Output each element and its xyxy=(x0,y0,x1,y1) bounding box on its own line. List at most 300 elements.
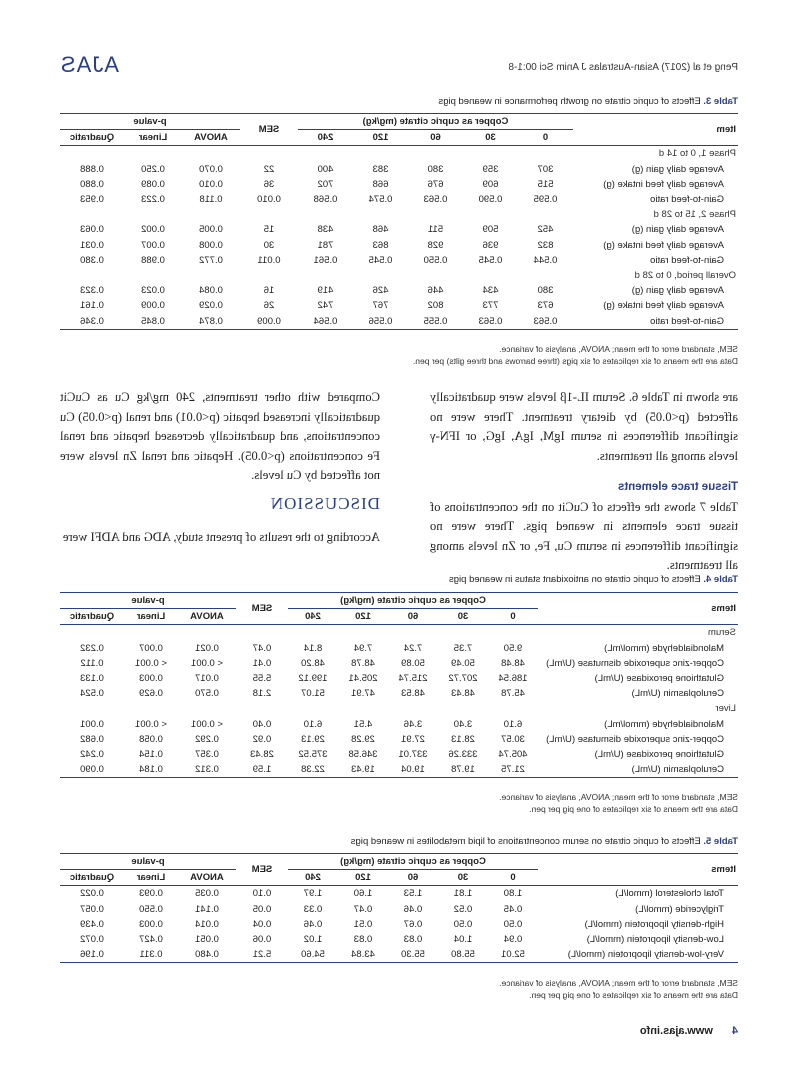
page-footer xyxy=(640,1025,738,1037)
section-label: Liver xyxy=(715,703,736,715)
table-cell: 0.312 xyxy=(195,764,219,776)
row-label: Average daily feed intake (g) xyxy=(603,239,724,251)
body-column-right xyxy=(60,388,380,486)
table-row xyxy=(60,947,738,963)
table-cell: 0.023 xyxy=(141,285,165,297)
table-cell: 0.084 xyxy=(199,285,223,297)
table-cell: 668 xyxy=(372,178,389,190)
section-label: Overall period, 0 to 28 d xyxy=(634,270,736,282)
table-cell: 0.250 xyxy=(141,163,165,175)
table-cell: 0.093 xyxy=(139,888,163,900)
table-cell: 48.78 xyxy=(351,657,375,669)
table-row xyxy=(60,162,738,177)
table-cell: 0.118 xyxy=(199,194,223,206)
table-cell: 380 xyxy=(537,285,554,297)
table-5-pvalue-group-header: p-value xyxy=(60,854,236,870)
table-cell: 400 xyxy=(317,163,334,175)
table-cell: 4.51 xyxy=(353,718,373,730)
table-row xyxy=(60,283,738,298)
table-4-body xyxy=(60,625,738,778)
table-cell: 676 xyxy=(427,178,444,190)
row-label: Gain-to-feed ratio xyxy=(650,315,724,327)
table-cell: 0.133 xyxy=(80,673,104,685)
table-cell: 0.52 xyxy=(453,903,473,915)
row-label: Very-low-density lipoprotein (mmol/L) xyxy=(567,949,724,961)
table-row xyxy=(60,177,738,192)
table-cell: 52.01 xyxy=(501,949,525,961)
row-label: Total cholesterol (mmol/L) xyxy=(615,888,724,900)
table-cell: 54.60 xyxy=(301,949,325,961)
table-cell: 29.13 xyxy=(301,733,325,745)
table-cell: 0.003 xyxy=(139,918,163,930)
table-cell: < 0.001 xyxy=(135,657,167,669)
table-row xyxy=(60,222,738,237)
table-cell: 48.48 xyxy=(501,657,525,669)
table-4-footnotes xyxy=(499,791,738,815)
table-cell: 0.063 xyxy=(80,224,104,236)
table-cell: 0.524 xyxy=(80,688,104,700)
table-3-anova-header: ANOVA xyxy=(194,132,228,144)
table-cell: 6.10 xyxy=(503,718,523,730)
table-cell: 0.50 xyxy=(453,918,473,930)
table-cell: 446 xyxy=(427,285,444,297)
table-cell: 0.010 xyxy=(199,178,223,190)
table-5-quadratic-header: Quadratic xyxy=(69,872,115,884)
table-cell: 0.112 xyxy=(80,657,104,669)
table-cell: 0.83 xyxy=(403,934,423,946)
table-cell: 7.35 xyxy=(453,642,473,654)
table-cell: 405.74 xyxy=(498,749,528,761)
table-3-level-header: 120 xyxy=(372,132,389,144)
table-cell: 15 xyxy=(263,224,275,236)
table-cell: 0.33 xyxy=(303,903,323,915)
table-cell: 0.141 xyxy=(195,903,219,915)
row-label: Gain-to-feed ratio xyxy=(650,194,724,206)
table-cell: 0.41 xyxy=(252,657,272,669)
table-cell: 0.480 xyxy=(195,949,219,961)
row-label: Average daily gain (g) xyxy=(631,163,724,175)
table-cell: 773 xyxy=(482,300,499,312)
table-5-label: Table 5. xyxy=(703,836,738,847)
table-cell: 0.40 xyxy=(252,718,272,730)
table-3-sem-header: SEM xyxy=(258,124,280,136)
table-cell: 55.80 xyxy=(451,949,475,961)
table-cell: 832 xyxy=(537,239,554,251)
row-label: Triglyceride (mmol/L) xyxy=(635,903,724,915)
table-cell: 509 xyxy=(482,224,499,236)
table-cell: 359 xyxy=(482,163,499,175)
row-label: Low-density lipoprotein (mmol/L) xyxy=(586,934,724,946)
table-5-level-header: 30 xyxy=(457,872,469,884)
table-cell: 8.14 xyxy=(303,642,323,654)
table-5-level-header: 60 xyxy=(407,872,419,884)
table-3-level-header: 30 xyxy=(485,132,496,144)
table-row xyxy=(60,902,738,917)
table-cell: 1.80 xyxy=(503,888,523,900)
table-cell: 1.04 xyxy=(453,934,473,946)
table-5-sem-header: SEM xyxy=(251,864,273,876)
row-label: Average daily gain (g) xyxy=(631,285,724,297)
journal-site-link[interactable]: www.ajas.info xyxy=(639,1025,713,1037)
table-cell: 307 xyxy=(537,163,554,175)
table-cell: 43.84 xyxy=(351,949,375,961)
table-4-copper-group-header: Copper as cupric citrate (mg/kg) xyxy=(288,593,538,609)
table-3-level-header: 60 xyxy=(430,132,441,144)
table-3-footnote: Data are the means of six replicates of six pigs (three barrows and three gilts) per pen. xyxy=(412,356,738,366)
table-cell: 0.057 xyxy=(80,903,104,915)
table-cell: 9.50 xyxy=(503,642,523,654)
table-cell: 0.196 xyxy=(80,949,104,961)
table-cell: 0.007 xyxy=(139,642,163,654)
table-cell: 863 xyxy=(372,239,389,251)
table-cell: 333.26 xyxy=(448,749,478,761)
table-cell: 0.563 xyxy=(533,315,558,327)
table-cell: 702 xyxy=(317,178,334,190)
table-cell: 1.59 xyxy=(252,764,272,776)
row-label: Average daily feed intake (g) xyxy=(603,300,724,312)
table-row xyxy=(60,656,738,671)
table-cell: 515 xyxy=(537,178,554,190)
tissue-trace-elements-heading: Tissue trace elements xyxy=(618,481,738,493)
table-cell: 767 xyxy=(372,300,389,312)
table-5-copper-group-header: Copper as cupric citrate (mg/kg) xyxy=(288,854,538,870)
table-4-label: Table 4. xyxy=(703,574,738,585)
table-row xyxy=(60,298,738,313)
table-cell: 781 xyxy=(317,239,334,251)
table-section-row xyxy=(60,625,738,641)
table-cell: 0.051 xyxy=(195,934,219,946)
table-4-footnote: SEM, standard error of the mean; ANOVA, analysis of variance. xyxy=(499,792,738,802)
table-cell: 375.52 xyxy=(298,749,328,761)
table-cell: 48.53 xyxy=(401,688,425,700)
table-cell: 36 xyxy=(263,178,275,190)
table-cell: 0.563 xyxy=(423,194,448,206)
table-row xyxy=(60,762,738,778)
table-cell: 0.001 xyxy=(80,718,104,730)
table-cell: 0.223 xyxy=(141,194,165,206)
table-4-level-header: 60 xyxy=(407,611,419,623)
table-cell: 0.570 xyxy=(195,688,219,700)
table-row xyxy=(60,717,738,732)
row-label: Glutathione peroxidase (U/mL) xyxy=(594,673,724,685)
table-cell: 1.97 xyxy=(303,888,323,900)
table-4-sem-header: SEM xyxy=(251,603,273,615)
section-label: Phase 2, 15 to 28 d xyxy=(653,209,736,221)
table-cell: 0.031 xyxy=(80,239,104,251)
table-cell: 0.154 xyxy=(139,749,163,761)
table-cell: 0.003 xyxy=(139,673,163,685)
table-cell: < 0.001 xyxy=(191,718,223,730)
table-3-caption xyxy=(438,96,738,107)
table-5-anova-header: ANOVA xyxy=(190,872,224,884)
table-cell: 0.555 xyxy=(423,315,448,327)
table-cell: 7.24 xyxy=(403,642,423,654)
table-4-level-header: 30 xyxy=(457,611,469,623)
table-cell: 3.40 xyxy=(453,718,473,730)
table-section-row xyxy=(60,268,738,283)
table-cell: 0.46 xyxy=(303,918,323,930)
table-cell: 0.089 xyxy=(141,178,165,190)
table-cell: 0.014 xyxy=(195,918,219,930)
table-cell: 0.010 xyxy=(257,194,281,206)
table-cell: 0.058 xyxy=(139,733,163,745)
table-cell: 0.007 xyxy=(141,239,165,251)
table-3-level-header: 240 xyxy=(317,132,334,144)
table-cell: 0.772 xyxy=(199,254,223,266)
table-cell: 0.005 xyxy=(199,224,223,236)
table-4-linear-header: Linear xyxy=(136,611,166,623)
table-cell: < 0.001 xyxy=(191,657,223,669)
row-label: Average daily feed intake (g) xyxy=(603,178,724,190)
table-cell: 0.10 xyxy=(252,888,272,900)
journal-logo: AJAS xyxy=(60,52,120,77)
table-cell: 0.011 xyxy=(257,254,281,266)
table-cell: 438 xyxy=(317,224,334,236)
table-cell: 0.009 xyxy=(141,300,165,312)
table-cell: 0.009 xyxy=(257,315,281,327)
table-cell: 0.029 xyxy=(199,300,223,312)
table-cell: 1.02 xyxy=(303,934,323,946)
table-cell: 0.595 xyxy=(533,194,558,206)
table-cell: 0.94 xyxy=(503,934,523,946)
table-cell: 45.78 xyxy=(501,688,525,700)
table-cell: 468 xyxy=(372,224,389,236)
table-cell: 337.01 xyxy=(398,749,428,761)
table-cell: 22 xyxy=(263,163,275,175)
table-cell: 0.380 xyxy=(80,254,104,266)
table-row xyxy=(60,314,738,330)
table-4-level-header: 0 xyxy=(510,611,516,623)
table-cell: 802 xyxy=(427,300,444,312)
table-cell: 0.556 xyxy=(368,315,393,327)
table-cell: 22.38 xyxy=(301,764,325,776)
table-cell: 0.06 xyxy=(252,934,272,946)
table-cell: 26 xyxy=(263,300,275,312)
table-cell: 7.94 xyxy=(353,642,373,654)
table-cell: 419 xyxy=(317,285,334,297)
table-3 xyxy=(60,113,738,330)
table-cell: 0.439 xyxy=(80,918,104,930)
table-row xyxy=(60,253,738,268)
table-cell: 383 xyxy=(372,163,389,175)
table-4-item-header: Items xyxy=(711,603,736,615)
table-4-anova-header: ANOVA xyxy=(190,611,224,623)
table-cell: 434 xyxy=(482,285,499,297)
table-3-level-header: 0 xyxy=(542,132,549,144)
table-cell: 0.880 xyxy=(80,178,104,190)
table-cell: 0.590 xyxy=(478,194,503,206)
table-cell: 19.04 xyxy=(401,764,425,776)
row-label: Malondialdehyde (mmol/mL) xyxy=(604,718,724,730)
table-cell: 0.545 xyxy=(368,254,393,266)
table-cell: 0.346 xyxy=(80,315,104,327)
table-cell: 47.91 xyxy=(351,688,375,700)
table-row xyxy=(60,671,738,686)
table-cell: 0.292 xyxy=(195,733,219,745)
table-cell: 0.070 xyxy=(199,163,223,175)
table-cell: 452 xyxy=(537,224,554,236)
table-5 xyxy=(60,853,738,963)
table-section-row xyxy=(60,207,738,222)
table-4-quadratic-header: Quadratic xyxy=(69,611,115,623)
body-paragraph: Compared with other treatments, 240 mg/kg Cu as CuCit quadratically increased hepatic (p<0.01) and renal (p<0.05) Cu concentrations, and quadratically decreased hepatic and renal Fe concentrations (p<0.05). Hepatic and renal Zn levels were not affected by Cu levels. xyxy=(60,390,380,482)
table-cell: 0.008 xyxy=(199,239,223,251)
table-cell: 673 xyxy=(537,300,554,312)
running-header-citation: Peng et al (2017) Asian-Australas J Anim Sci 00:1-8 xyxy=(508,62,738,73)
table-cell: 6.10 xyxy=(303,718,323,730)
table-5-footnotes xyxy=(499,977,738,1001)
table-4-pvalue-group-header: p-value xyxy=(60,593,236,609)
table-cell: 207.72 xyxy=(448,673,478,685)
section-label: Serum xyxy=(708,627,736,639)
table-cell: 0.072 xyxy=(80,934,104,946)
table-cell: 28.43 xyxy=(250,749,274,761)
table-cell: 30.57 xyxy=(501,733,525,745)
table-cell: 2.18 xyxy=(252,688,272,700)
table-cell: 48.20 xyxy=(301,657,325,669)
table-3-item-header: Item xyxy=(716,124,736,136)
table-cell: 0.184 xyxy=(139,764,163,776)
table-cell: 205.41 xyxy=(348,673,378,685)
table-cell: 0.92 xyxy=(252,733,272,745)
table-cell: 0.242 xyxy=(80,749,104,761)
table-cell: 50.89 xyxy=(401,657,425,669)
table-3-quadratic-header: Quadratic xyxy=(69,132,115,144)
table-3-linear-header: Linear xyxy=(138,132,168,144)
row-label: Copper-zinc superoxide dismutase (U/mL) xyxy=(546,657,724,669)
table-cell: 0.629 xyxy=(139,688,163,700)
table-3-body xyxy=(60,146,738,329)
table-5-title: Effects of cupric citrate on serum concentrations of lipid metabolites in weaned pigs xyxy=(350,836,701,847)
table-cell: 186.54 xyxy=(498,673,528,685)
table-cell: 28.13 xyxy=(451,733,475,745)
table-cell: 0.05 xyxy=(252,903,272,915)
table-row xyxy=(60,732,738,747)
table-3-copper-group-header: Copper as cupric citrate (mg/kg) xyxy=(298,114,573,130)
table-3-pvalue-group-header: p-value xyxy=(60,114,240,130)
table-4-level-header: 240 xyxy=(305,611,321,623)
table-cell: 0.51 xyxy=(353,918,373,930)
table-cell: 21.75 xyxy=(501,764,525,776)
table-cell: 0.550 xyxy=(423,254,448,266)
table-cell: 199.12 xyxy=(298,673,328,685)
row-label: Ceruloplasmin (U/mL) xyxy=(631,764,724,776)
row-label: Copper-zinc superoxide dismutase (U/mL) xyxy=(546,733,724,745)
table-3-footnote: SEM, standard error of the mean; ANOVA, analysis of variance. xyxy=(499,344,738,354)
table-cell: 742 xyxy=(317,300,334,312)
table-4 xyxy=(60,592,738,778)
table-cell: 0.47 xyxy=(353,903,373,915)
table-cell: 0.161 xyxy=(80,300,104,312)
table-cell: 0.564 xyxy=(313,315,338,327)
table-cell: 0.04 xyxy=(252,918,272,930)
table-cell: 16 xyxy=(263,285,275,297)
table-cell: 0.574 xyxy=(368,194,393,206)
table-5-body xyxy=(60,886,738,963)
table-cell: 0.545 xyxy=(478,254,503,266)
row-label: Gain-to-feed ratio xyxy=(650,254,724,266)
table-cell: 511 xyxy=(427,224,444,236)
table-row xyxy=(60,917,738,932)
discussion-heading: DISCUSSION xyxy=(269,494,380,513)
table-cell: 0.021 xyxy=(195,642,219,654)
table-3-footnotes xyxy=(413,343,738,367)
body-paragraph: Table 7 shows the effects of CuCit on the concentrations of tissue trace elements in weaned pigs. There were no significant differences in serum Cu, Fe, or Zn levels among all treatments. xyxy=(430,499,738,572)
table-cell: 0.953 xyxy=(80,194,104,206)
table-5-level-header: 120 xyxy=(355,872,371,884)
table-cell: 609 xyxy=(482,178,499,190)
table-cell: 0.323 xyxy=(80,285,104,297)
table-cell: 936 xyxy=(482,239,499,251)
table-cell: 19.43 xyxy=(351,764,375,776)
table-cell: 0.090 xyxy=(80,764,104,776)
table-cell: 346.58 xyxy=(348,749,378,761)
table-cell: 0.544 xyxy=(533,254,558,266)
table-cell: 0.45 xyxy=(503,903,523,915)
table-section-row xyxy=(60,146,738,162)
body-column-left xyxy=(430,388,738,576)
table-section-row xyxy=(60,701,738,716)
table-cell: 51.07 xyxy=(301,688,325,700)
table-5-level-header: 0 xyxy=(510,872,516,884)
table-cell: 0.568 xyxy=(313,194,338,206)
body-paragraph: are shown in Table 6. Serum IL-1β levels were quadratically affected (p<0.05) by dietary treatment. There were no significant differences in serum IgM, IgA, IgG, or IFN-γ levels among all treatments. xyxy=(430,390,738,463)
table-cell: 0.682 xyxy=(80,733,104,745)
table-cell: 0.46 xyxy=(403,903,423,915)
table-cell: 0.67 xyxy=(403,918,423,930)
table-cell: 0.50 xyxy=(503,918,523,930)
table-cell: 426 xyxy=(372,285,389,297)
table-row xyxy=(60,886,738,902)
table-cell: 0.017 xyxy=(195,673,219,685)
table-cell: 0.888 xyxy=(80,163,104,175)
table-row xyxy=(60,932,738,947)
table-cell: 27.91 xyxy=(401,733,425,745)
row-label: Ceruloplasmin (U/mL) xyxy=(631,688,724,700)
row-label: Glutathione peroxidase (U/mL) xyxy=(594,749,724,761)
table-cell: 3.46 xyxy=(403,718,423,730)
table-cell: 0.035 xyxy=(195,888,219,900)
table-5-footnote: SEM, standard error of the mean; ANOVA, analysis of variance. xyxy=(499,978,738,988)
table-cell: < 0.001 xyxy=(135,718,167,730)
table-cell: 0.83 xyxy=(353,934,373,946)
table-row xyxy=(60,686,738,701)
table-cell: 1.53 xyxy=(403,888,423,900)
table-cell: 0.232 xyxy=(80,642,104,654)
table-row xyxy=(60,238,738,253)
table-row xyxy=(60,641,738,656)
table-cell: 1.81 xyxy=(453,888,473,900)
table-row xyxy=(60,192,738,207)
table-cell: 0.845 xyxy=(141,315,165,327)
table-cell: 0.47 xyxy=(252,642,272,654)
table-cell: 29.28 xyxy=(351,733,375,745)
row-label: Malondialdehyde (mmol/mL) xyxy=(604,642,724,654)
table-cell: 5.21 xyxy=(252,949,272,961)
table-5-caption xyxy=(351,836,738,847)
table-cell: 19.78 xyxy=(451,764,475,776)
page-number: 4 xyxy=(731,1025,738,1037)
table-cell: 0.357 xyxy=(195,749,219,761)
table-4-caption xyxy=(449,574,738,585)
table-cell: 48.43 xyxy=(451,688,475,700)
table-5-level-header: 240 xyxy=(305,872,321,884)
table-row xyxy=(60,747,738,762)
table-3-label: Table 3. xyxy=(703,96,738,107)
table-4-footnote: Data are the means of six replicates of one pig per pen. xyxy=(529,804,738,814)
table-3-title: Effects of cupric citrate on growth performance in weaned pigs xyxy=(438,96,701,107)
table-cell: 380 xyxy=(427,163,444,175)
